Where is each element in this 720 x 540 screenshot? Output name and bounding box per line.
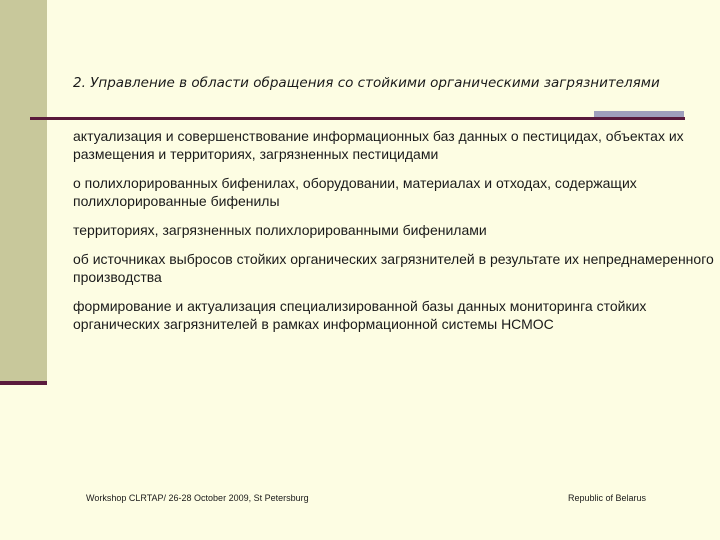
content-item-4: об источниках выбросов стойких органических загрязнителей в результате их непреднамеренного производства [73, 251, 714, 285]
content-item-5: формирование и актуализация специализированной базы данных мониторинга стойких органических загрязнителей в рамках информационной системы НСМОС [73, 298, 647, 332]
side-bar-underline [0, 381, 47, 385]
slide-title: 2. Управление в области обращения со стойкими органическими загрязнителями [73, 75, 660, 91]
title-rule [30, 117, 685, 120]
footer-event: Workshop CLRTAP/ 26-28 October 2009, St Petersburg [86, 493, 309, 503]
content-item-1: актуализация и совершенствование информационных баз данных о пестицидах, объектах их размещения и территориях, загрязненных пестицидами [73, 128, 684, 162]
footer-country: Republic of Belarus [568, 493, 647, 503]
side-bar [0, 0, 47, 381]
content-item-3: территориях, загрязненных полихлорированными бифенилами [73, 222, 487, 238]
slide-content [73, 127, 718, 344]
content-item-2: о полихлорированных бифенилах, оборудовании, материалах и отходах, содержащих полихлорированные бифенилы [73, 175, 637, 209]
